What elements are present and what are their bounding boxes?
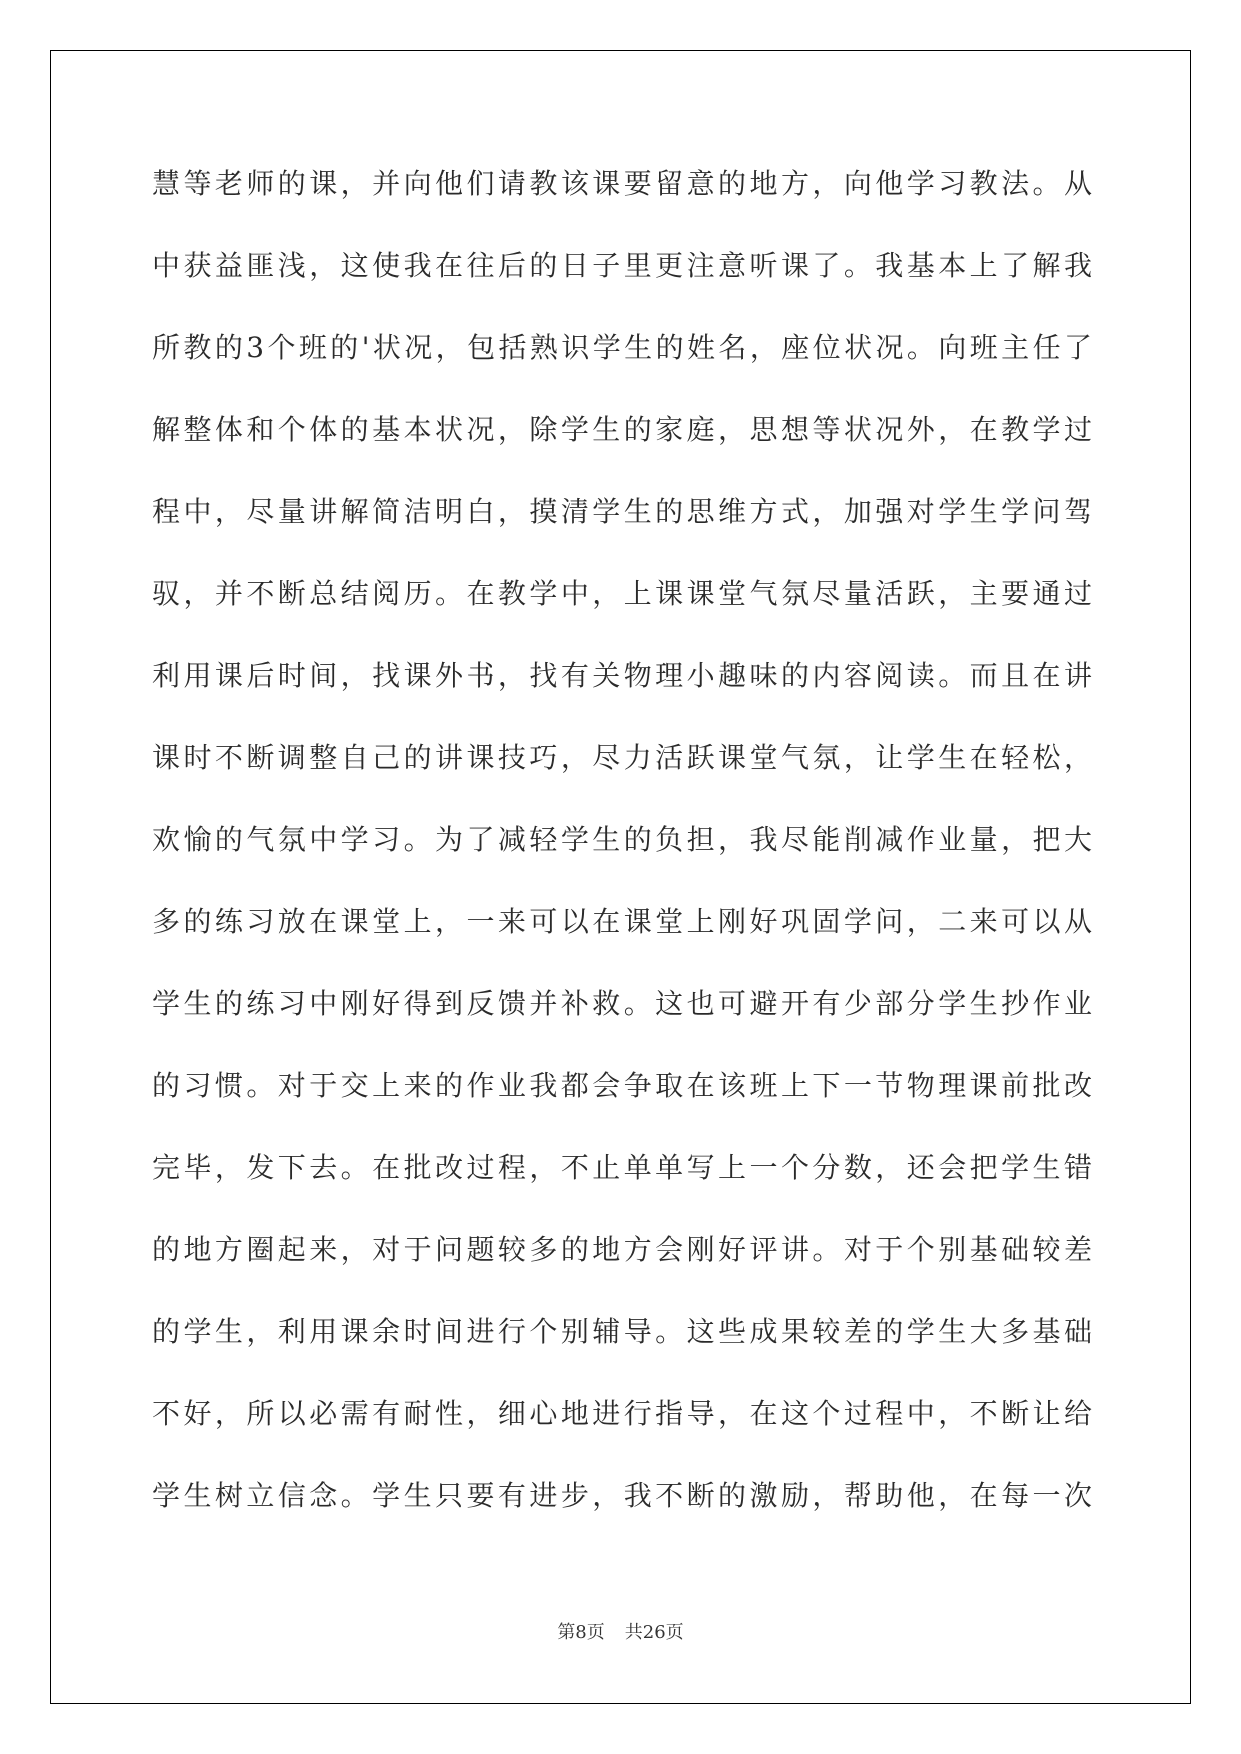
document-body (152, 156, 1092, 1550)
text-line: 学生的练习中刚好得到反馈并补救。这也可避开有少部分学生抄作业 (152, 987, 1092, 1020)
text-line: 学生树立信念。学生只要有进步，我不断的激励，帮助他，在每一次 (152, 1479, 1092, 1512)
text-line: 程中，尽量讲解简洁明白，摸清学生的思维方式，加强对学生学问驾 (152, 495, 1092, 528)
text-line: 欢愉的气氛中学习。为了减轻学生的负担，我尽能削减作业量，把大 (152, 823, 1092, 856)
text-line: 利用课后时间，找课外书，找有关物理小趣味的内容阅读。而且在讲 (152, 659, 1092, 692)
text-line: 所教的3个班的'状况，包括熟识学生的姓名，座位状况。向班主任了 (152, 331, 1092, 364)
page-total: 共26页 (624, 1622, 684, 1643)
text-line: 的习惯。对于交上来的作业我都会争取在该班上下一节物理课前批改 (152, 1069, 1092, 1102)
text-line: 的地方圈起来，对于问题较多的地方会刚好评讲。对于个别基础较差 (152, 1233, 1092, 1266)
text-line: 解整体和个体的基本状况，除学生的家庭，思想等状况外，在教学过 (152, 413, 1092, 446)
text-line: 中获益匪浅，这使我在往后的日子里更注意听课了。我基本上了解我 (152, 249, 1092, 282)
text-line: 课时不断调整自己的讲课技巧，尽力活跃课堂气氛，让学生在轻松， (152, 741, 1092, 774)
text-line: 驭，并不断总结阅历。在教学中，上课课堂气氛尽量活跃，主要通过 (152, 577, 1092, 610)
text-line: 不好，所以必需有耐性，细心地进行指导，在这个过程中，不断让给 (152, 1397, 1092, 1430)
text-line: 多的练习放在课堂上，一来可以在课堂上刚好巩固学问，二来可以从 (152, 905, 1092, 938)
text-line: 完毕，发下去。在批改过程，不止单单写上一个分数，还会把学生错 (152, 1151, 1092, 1184)
text-line: 的学生，利用课余时间进行个别辅导。这些成果较差的学生大多基础 (152, 1315, 1092, 1348)
page-number: 第8页 (557, 1622, 605, 1643)
text-line: 慧等老师的课，并向他们请教该课要留意的地方，向他学习教法。从 (152, 167, 1092, 200)
page-footer (0, 1618, 1241, 1644)
